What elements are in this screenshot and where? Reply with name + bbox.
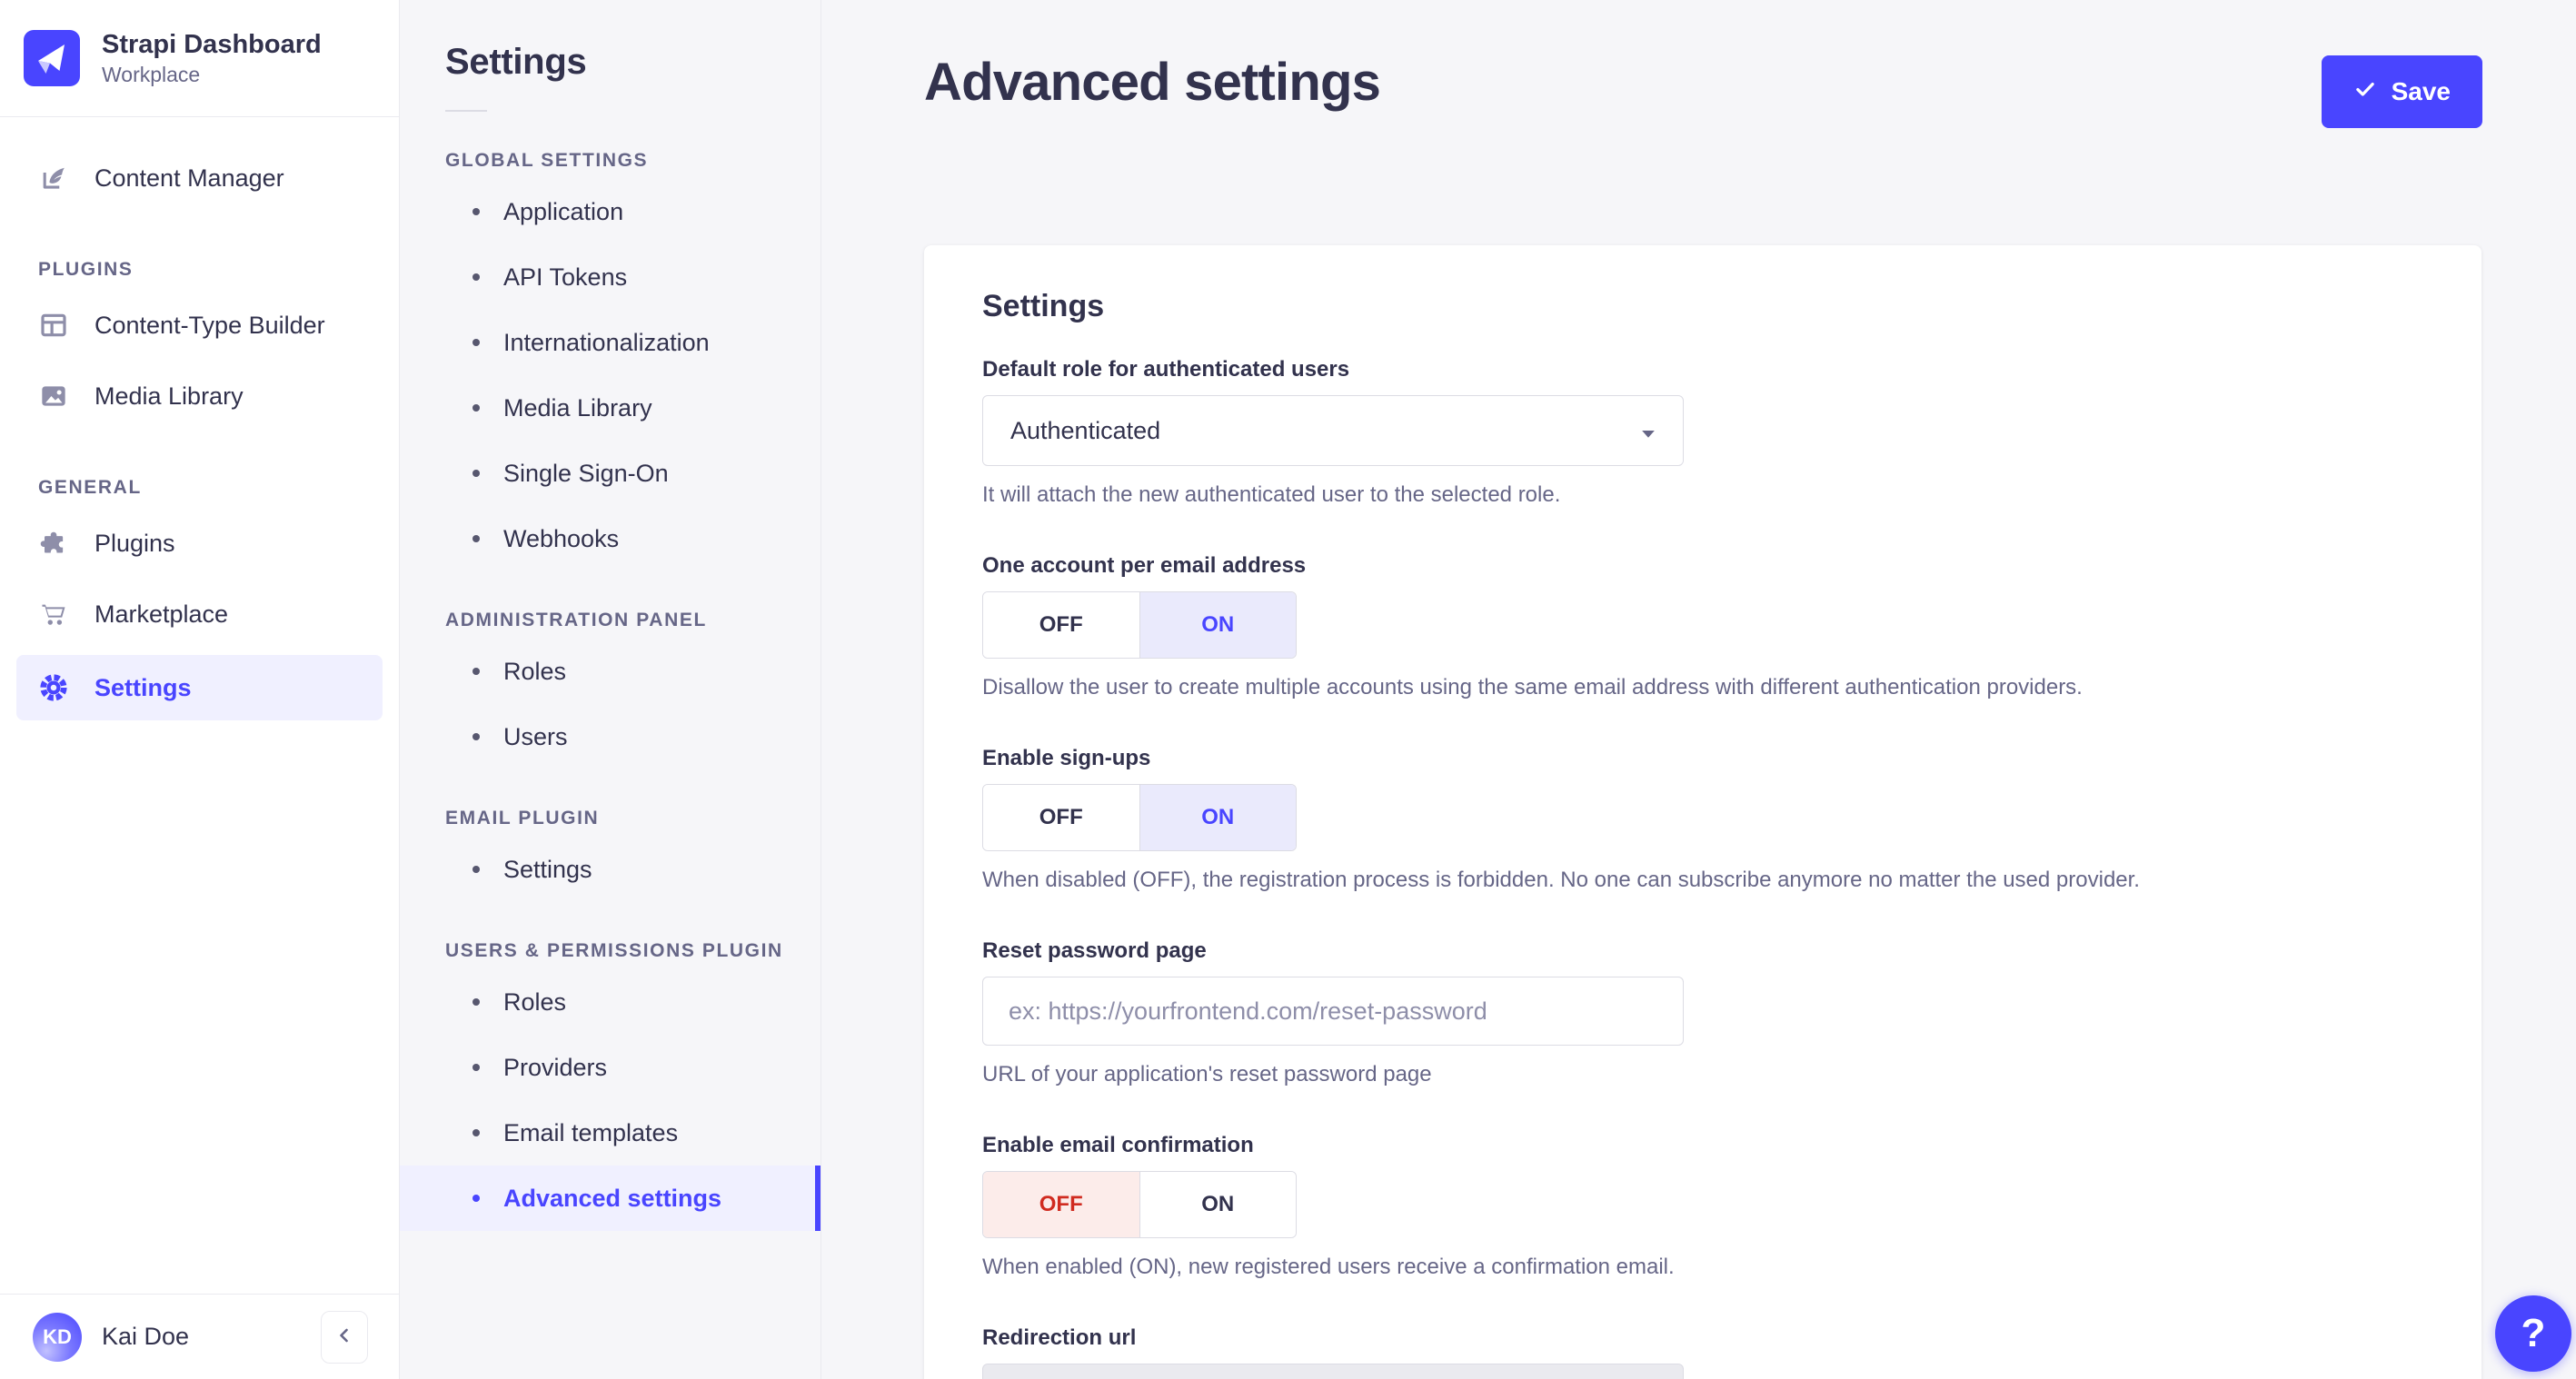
nav-section-heading-plugins: PLUGINS	[38, 259, 134, 280]
bullet-icon	[472, 733, 480, 740]
redirection-url-input	[982, 1364, 1684, 1379]
subnav-item-application[interactable]	[400, 179, 821, 244]
bullet-icon	[472, 1064, 480, 1071]
subnav-item-media-library[interactable]	[400, 375, 821, 441]
sidebar-item-media-library[interactable]	[0, 361, 399, 432]
subnav-section-global-settings	[400, 150, 821, 571]
subnav-item-label: Email templates	[503, 1118, 679, 1146]
subnav-item-email-templates[interactable]	[400, 1100, 821, 1166]
workspace-brand[interactable]	[0, 0, 399, 117]
subnav-item-label: Single Sign-On	[503, 459, 669, 487]
subnav-heading: USERS & PERMISSIONS PLUGIN	[445, 940, 783, 961]
subnav-item-label: Users	[503, 722, 568, 750]
subnav-item-label: API Tokens	[503, 263, 628, 291]
subnav-divider	[445, 110, 487, 112]
content-manager-icon	[38, 164, 69, 193]
toggle-off-button[interactable]: OFF	[983, 1172, 1139, 1237]
subnav-item-label: Roles	[503, 657, 567, 685]
sidebar-item-content-type-builder[interactable]	[0, 290, 399, 361]
save-button-label: Save	[2391, 77, 2451, 105]
bullet-icon	[472, 1129, 480, 1136]
select-value: Authenticated	[1010, 416, 1161, 444]
subnav-item-email-settings[interactable]	[400, 837, 821, 902]
cart-icon	[38, 600, 69, 629]
main-nav-list	[0, 117, 399, 720]
subnav-item-providers[interactable]	[400, 1035, 821, 1100]
subnav-item-advanced-settings[interactable]	[400, 1166, 821, 1231]
subnav-item-label: Settings	[503, 855, 592, 883]
toggle-on-button[interactable]: ON	[1139, 785, 1297, 850]
email-confirmation-toggle	[982, 1171, 1297, 1238]
subnav-item-label: Media Library	[503, 393, 652, 422]
field-sign-ups	[982, 746, 2423, 893]
bullet-icon	[472, 273, 480, 281]
field-hint: It will attach the new authenticated user to the selected role.	[982, 482, 1561, 507]
bullet-icon	[472, 1195, 480, 1202]
page-title: Advanced settings	[924, 53, 1381, 112]
field-label: Enable sign-ups	[982, 746, 1151, 770]
sidebar-item-plugins[interactable]	[0, 508, 399, 579]
bullet-icon	[472, 208, 480, 215]
gear-icon	[38, 672, 69, 703]
avatar[interactable]: KD	[33, 1313, 82, 1362]
page-header	[821, 0, 2576, 128]
collapse-sidebar-button[interactable]	[321, 1311, 368, 1364]
sidebar-item-settings[interactable]	[16, 655, 383, 720]
subnav-heading: ADMINISTRATION PANEL	[445, 610, 707, 630]
subnav-item-label: Providers	[503, 1053, 608, 1081]
user-bar	[0, 1294, 399, 1379]
subnav-item-label: Advanced settings	[503, 1184, 722, 1212]
subnav-item-roles-admin[interactable]	[400, 639, 821, 704]
reset-password-input[interactable]	[982, 977, 1684, 1046]
default-role-select[interactable]	[982, 395, 1684, 466]
sidebar-item-label: Marketplace	[94, 600, 229, 628]
help-button[interactable]	[2495, 1295, 2571, 1372]
subnav-section-users-permissions-plugin	[400, 940, 821, 1231]
check-icon	[2353, 77, 2377, 107]
field-hint: When enabled (ON), new registered users receive a confirmation email.	[982, 1255, 1675, 1279]
toggle-off-button[interactable]: OFF	[983, 785, 1139, 850]
main-content	[821, 0, 2576, 1379]
bullet-icon	[472, 470, 480, 477]
subnav-item-internationalization[interactable]	[400, 310, 821, 375]
sidebar-item-label: Settings	[94, 673, 192, 701]
subnav-heading: EMAIL PLUGIN	[445, 808, 600, 828]
sidebar-item-label: Content-Type Builder	[94, 311, 325, 339]
field-hint: Disallow the user to create multiple accounts using the same email address with different authentication providers.	[982, 675, 2083, 699]
subnav-item-api-tokens[interactable]	[400, 244, 821, 310]
toggle-on-button[interactable]: ON	[1139, 592, 1297, 658]
workspace-subtitle: Workplace	[102, 63, 201, 86]
sidebar-item-content-manager[interactable]	[0, 143, 399, 213]
subnav-item-webhooks[interactable]	[400, 506, 821, 571]
image-icon	[38, 382, 69, 411]
bullet-icon	[472, 866, 480, 873]
field-label: Default role for authenticated users	[982, 357, 1350, 382]
toggle-off-button[interactable]: OFF	[983, 592, 1139, 658]
subnav-item-users[interactable]	[400, 704, 821, 769]
field-label: Enable email confirmation	[982, 1133, 1254, 1157]
field-hint: URL of your application's reset password page	[982, 1062, 1432, 1086]
chevron-left-icon	[333, 1324, 355, 1349]
field-label: One account per email address	[982, 553, 1307, 578]
sidebar-item-marketplace[interactable]	[0, 579, 399, 650]
toggle-on-button[interactable]: ON	[1139, 1172, 1297, 1237]
subnav-item-single-sign-on[interactable]	[400, 441, 821, 506]
field-hint: When disabled (OFF), the registration process is forbidden. No one can subscribe anymore no matter the used provider.	[982, 868, 2140, 892]
bullet-icon	[472, 998, 480, 1006]
strapi-logo-icon	[24, 30, 80, 86]
main-sidebar	[0, 0, 400, 1379]
subnav-item-label: Application	[503, 197, 624, 225]
bullet-icon	[472, 535, 480, 542]
save-button[interactable]	[2322, 55, 2482, 128]
subnav-item-label: Roles	[503, 987, 567, 1016]
field-label: Redirection url	[982, 1325, 1137, 1350]
field-redirection-url	[982, 1325, 2423, 1379]
user-name: Kai Doe	[102, 1323, 190, 1350]
puzzle-icon	[38, 529, 69, 558]
workspace-title: Strapi Dashboard	[102, 30, 322, 59]
sidebar-item-label: Content Manager	[94, 164, 284, 192]
field-default-role	[982, 357, 2423, 508]
field-email-confirmation	[982, 1133, 2423, 1280]
sidebar-item-label: Media Library	[94, 382, 244, 410]
subnav-heading: GLOBAL SETTINGS	[445, 150, 649, 171]
subnav-title: Settings	[445, 42, 587, 82]
question-mark-icon: ?	[2521, 1311, 2546, 1355]
caret-down-icon	[1641, 417, 1656, 445]
sign-ups-toggle	[982, 784, 1297, 851]
field-label: Reset password page	[982, 938, 1207, 963]
nav-section-heading-general: GENERAL	[38, 477, 142, 498]
field-one-account	[982, 553, 2423, 700]
subnav-section-email-plugin	[400, 808, 821, 902]
panel-title: Settings	[982, 289, 1105, 323]
settings-panel	[924, 245, 2482, 1379]
field-reset-password	[982, 938, 2423, 1087]
bullet-icon	[472, 404, 480, 412]
bullet-icon	[472, 339, 480, 346]
settings-subnav	[400, 0, 821, 1379]
subnav-item-label: Webhooks	[503, 524, 620, 552]
subnav-item-label: Internationalization	[503, 328, 710, 356]
subnav-item-roles-up[interactable]	[400, 969, 821, 1035]
sidebar-item-label: Plugins	[94, 529, 175, 557]
one-account-toggle	[982, 591, 1297, 659]
bullet-icon	[472, 668, 480, 675]
subnav-section-administration-panel	[400, 610, 821, 769]
layout-grid-icon	[38, 311, 69, 340]
